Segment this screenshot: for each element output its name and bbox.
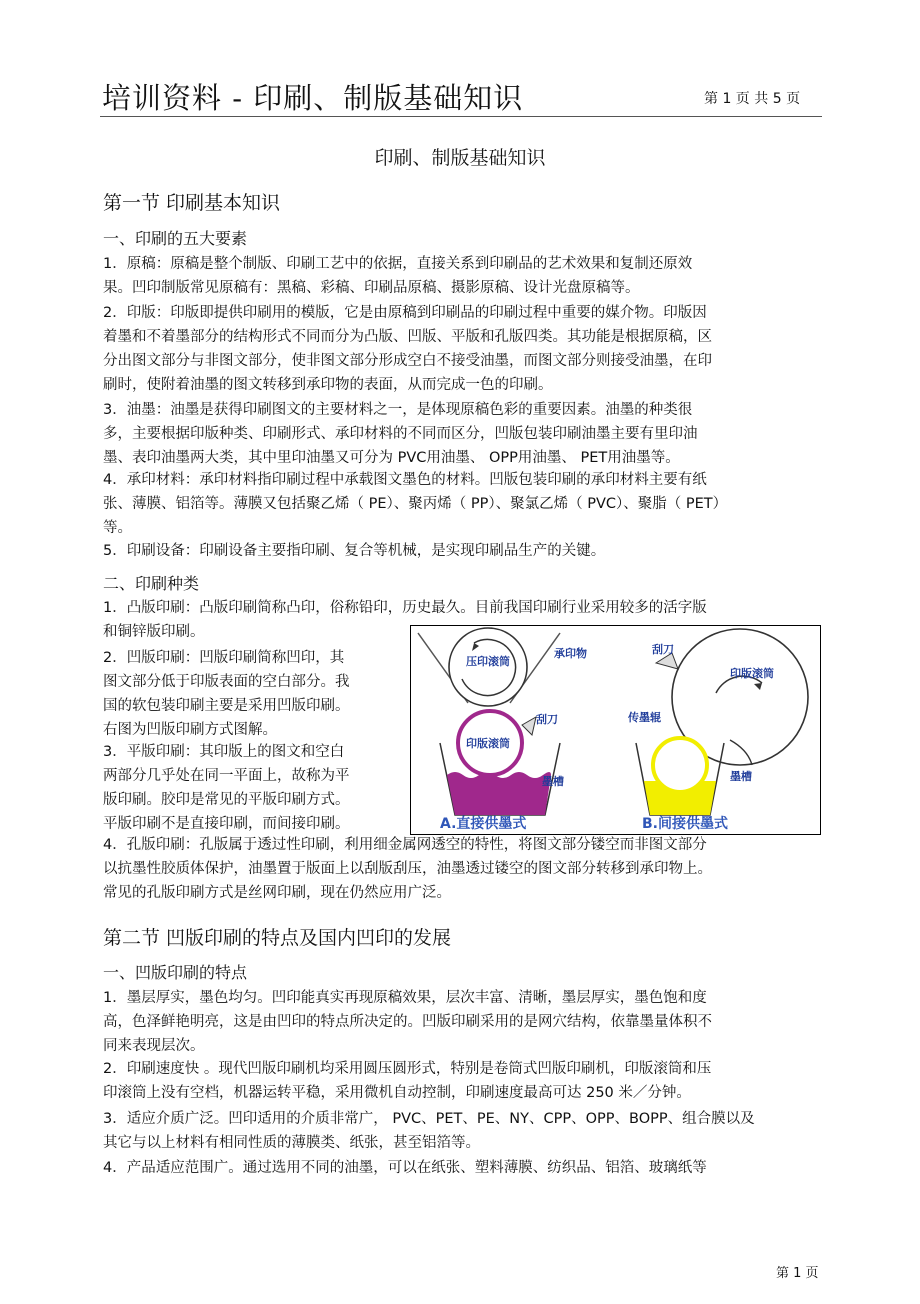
text-line: 等。 [103, 520, 132, 536]
label-impression-cylinder: 压印滚筒 [466, 655, 510, 668]
header-title: 培训资料 - 印刷、制版基础知识 [102, 81, 524, 115]
section1-heading: 第一节 印刷基本知识 [103, 192, 281, 214]
text-line: 刷时，使附着油墨的图文转移到承印物的表面，从而完成一色的印刷。 [103, 377, 553, 393]
paragraph-gravure [103, 646, 350, 742]
text-line: 果。凹印制版常见原稿有：黑稿、彩稿、印刷品原稿、摄影原稿、设计光盘原稿等。 [103, 280, 640, 296]
label-plate-cylinder-a: 印版滚筒 [466, 737, 510, 750]
text-line: 高，色泽鲜艳明亮，这是由凹印的特点所决定的。凹版印刷采用的是网穴结构，依靠墨量体积不 [103, 1014, 712, 1030]
document-title: 印刷、制版基础知识 [374, 147, 546, 169]
gravure-diagram [410, 625, 821, 835]
section1-subheading-1: 一、印刷的五大要素 [103, 229, 248, 248]
header-divider [100, 116, 822, 117]
paragraph-feature-2 [103, 1057, 711, 1105]
text-line: 4．孔版印刷：孔版属于透过性印刷，利用细金属网透空的特性，将图文部分镂空而非图文部分 [103, 837, 707, 853]
text-line: 国的软包装印刷主要是采用凹版印刷。 [103, 698, 350, 714]
magenta-ink [447, 772, 551, 815]
paragraph-lithography [103, 740, 350, 836]
paragraph-original [103, 252, 692, 300]
section1-subheading-2: 二、印刷种类 [103, 574, 200, 593]
text-line: 图文部分低于印版表面的空白部分。我 [103, 674, 350, 690]
footer-page-number: 第 1 页 [776, 1266, 819, 1281]
paragraph-feature-3 [103, 1107, 755, 1155]
text-line: 2．印版：印版即提供印刷用的模版，它是由原稿到印刷品的印刷过程中重要的媒介物。印版因 [103, 305, 707, 321]
text-line: 1．凸版印刷：凸版印刷简称凸印，俗称铅印，历史最久。目前我国印刷行业采用较多的活字版 [103, 600, 707, 616]
label-doctor-blade-a: 刮刀 [536, 713, 558, 726]
label-ink-transfer-roller: 传墨辊 [628, 711, 661, 724]
text-line: 和铜锌版印刷。 [103, 624, 205, 640]
text-line: 墨、表印油墨两大类，其中里印油墨又可分为 PVC用油墨、 OPP用油墨、 PET用油墨等。 [103, 450, 680, 466]
text-line: 4．承印材料：承印材料指印刷过程中承载图文墨色的材料。凹版包装印刷的承印材料主要有纸 [103, 472, 707, 488]
text-line: 2．印刷速度快 。现代凹版印刷机均采用圆压圆形式，特别是卷筒式凹版印刷机，印版滚筒和压 [103, 1061, 712, 1077]
paragraph-ink [103, 398, 698, 470]
text-line: 平版印刷不是直接印刷，而间接印刷。 [103, 816, 350, 832]
label-doctor-blade-b: 刮刀 [652, 643, 674, 656]
text-line: 其它与以上材料有相同性质的薄膜类、纸张，甚至铝箔等。 [103, 1135, 480, 1151]
section2-subheading-1: 一、凹版印刷的特点 [103, 963, 248, 982]
text-line: 印滚筒上没有空档，机器运转平稳，采用微机自动控制，印刷速度最高可达 250 米／分钟。 [103, 1085, 691, 1101]
text-line: 右图为凹版印刷方式图解。 [103, 722, 277, 738]
text-line: 5．印刷设备：印刷设备主要指印刷、复合等机械，是实现印刷品生产的关键。 [103, 543, 606, 559]
label-substrate: 承印物 [554, 647, 587, 660]
paragraph-feature-4 [103, 1156, 707, 1180]
ink-transfer-roller [653, 738, 707, 792]
text-line: 3．适应介质广泛。凹印适用的介质非常广， PVC、PET、PE、NY、CPP、OPP、BOPP、组合膜以及 [103, 1111, 755, 1127]
text-line: 版印刷。胶印是常见的平版印刷方式。 [103, 792, 350, 808]
text-line: 以抗墨性胶质体保护，油墨置于版面上以刮版刮压，油墨透过镂空的图文部分转移到承印物上。 [103, 861, 712, 877]
text-line: 着墨和不着墨部分的结构形式不同而分为凸版、凹版、平版和孔版四类。其功能是根据原稿，区 [103, 329, 712, 345]
text-line: 同来表现层次。 [103, 1038, 205, 1054]
text-line: 多，主要根据印版种类、印刷形式、承印材料的不同而区分，凹版包装印刷油墨主要有里印油 [103, 426, 698, 442]
text-line: 2．凹版印刷：凹版印刷简称凹印，其 [103, 650, 345, 666]
paragraph-screen [103, 833, 712, 905]
text-line: 3．油墨：油墨是获得印刷图文的主要材料之一，是体现原稿色彩的重要因素。油墨的种类很 [103, 402, 693, 418]
label-ink-trough-a: 墨槽 [542, 775, 564, 788]
caption-direct-feed: A.直接供墨式 [440, 816, 527, 832]
text-line: 两部分几乎处在同一平面上，故称为平 [103, 768, 350, 784]
header-page-info: 第 1 页 共 5 页 [704, 91, 801, 107]
paragraph-plate [103, 301, 712, 397]
text-line: 1．墨层厚实，墨色均匀。凹印能真实再现原稿效果，层次丰富、清晰，墨层厚实，墨色饱和度 [103, 990, 707, 1006]
text-line: 1．原稿：原稿是整个制版、印刷工艺中的依据，直接关系到印刷品的艺术效果和复制还原效 [103, 256, 693, 272]
text-line: 3．平版印刷：其印版上的图文和空白 [103, 744, 345, 760]
paragraph-feature-1 [103, 986, 712, 1058]
paragraph-equipment [103, 539, 605, 563]
text-line: 张、薄膜、铝箔等。薄膜又包括聚乙烯（ PE）、聚丙烯（ PP）、聚氯乙烯（ PVC）、聚脂（ PET） [103, 496, 728, 512]
text-line: 4．产品适应范围广。通过选用不同的油墨，可以在纸张、塑料薄膜、纺织品、铝箔、玻璃纸等 [103, 1160, 707, 1176]
text-line: 分出图文部分与非图文部分，使非图文部分形成空白不接受油墨，而图文部分则接受油墨，在印 [103, 353, 712, 369]
text-line: 常见的孔版印刷方式是丝网印刷，现在仍然应用广泛。 [103, 885, 451, 901]
paragraph-substrate [103, 468, 727, 540]
caption-indirect-feed: B.间接供墨式 [642, 816, 728, 832]
section2-heading: 第二节 凹版印刷的特点及国内凹印的发展 [103, 927, 452, 949]
label-plate-cylinder-b: 印版滚筒 [730, 667, 774, 680]
label-ink-trough-b: 墨槽 [730, 770, 752, 783]
